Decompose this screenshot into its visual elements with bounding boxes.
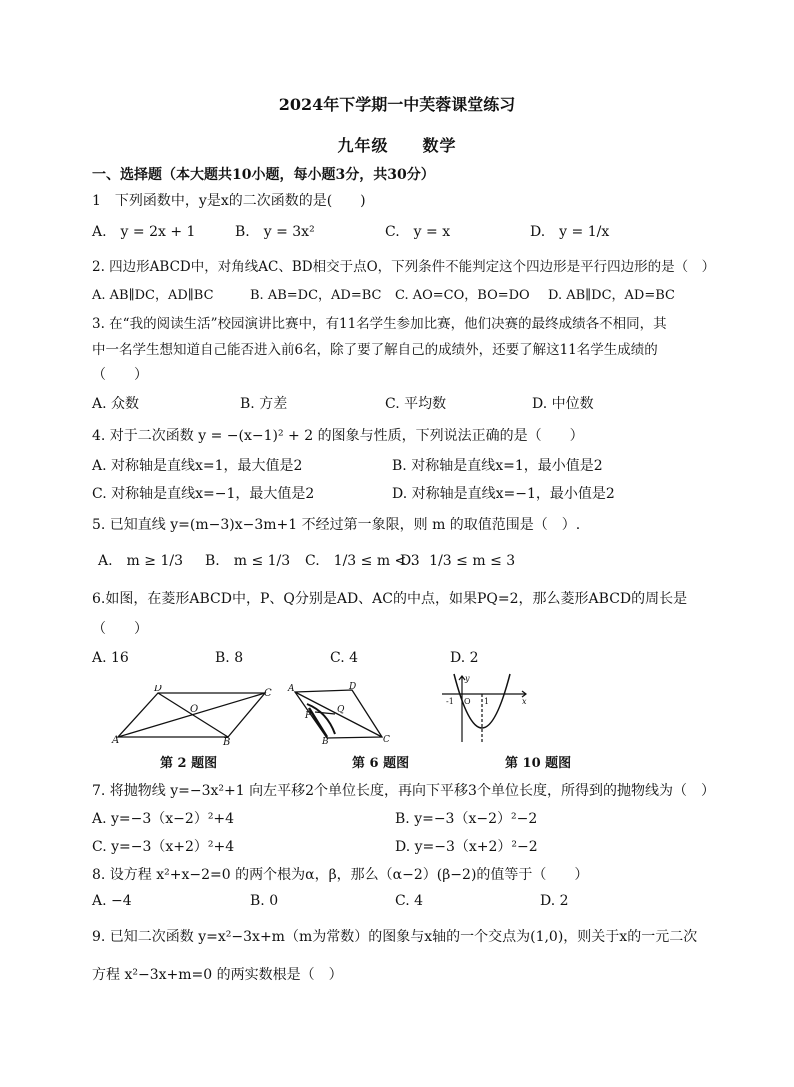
caption-figure-6: 第 6 题图 <box>352 756 410 771</box>
question-7-stem: 7. 将抛物线 y=−3x²+1 向左平移2个单位长度，再向下平移3个单位长度，所得到的抛物线为（ ） <box>92 783 715 799</box>
question-4-option-d: D. 对称轴是直线x=−1，最小值是2 <box>392 486 615 502</box>
question-1-option-a: A. y = 2x + 1 <box>92 224 196 240</box>
question-2-stem: 2. 四边形ABCD中，对角线AC、BD相交于点O，下列条件不能判定这个四边形是平行四边形的是（ ） <box>92 259 716 275</box>
tick-label-1: 1 <box>484 697 490 706</box>
question-2-option-a: A. AB∥DC，AD∥BC <box>92 288 214 303</box>
question-3-option-b: B. 方差 <box>240 396 288 412</box>
label-c: C <box>383 735 390 744</box>
section-heading: 一、选择题（本大题共10小题，每小题3分，共30分） <box>92 167 435 183</box>
question-6-option-b: B. 8 <box>215 650 244 666</box>
figure-q10-parabola <box>440 672 530 747</box>
question-7-option-c: C. y=−3（x+2）²+4 <box>92 839 235 855</box>
question-6-stem-line2: （ ） <box>92 621 148 637</box>
label-c: C <box>264 688 272 699</box>
question-6-option-c: C. 4 <box>330 650 359 666</box>
question-8-option-a: A. −4 <box>92 893 132 909</box>
question-6-option-a: A. 16 <box>92 650 129 666</box>
label-p: P <box>305 711 312 721</box>
question-7-option-a: A. y=−3（x−2）²+4 <box>92 811 235 827</box>
question-5-option-b: B. m ≤ 1/3 <box>205 553 291 569</box>
question-2-option-c: C. AO=CO，BO=DO <box>395 288 530 303</box>
question-8-option-b: B. 0 <box>250 893 279 909</box>
question-3-option-a: A. 众数 <box>92 396 140 412</box>
question-9-stem-line1: 9. 已知二次函数 y=x²−3x+m（m为常数）的图象与x轴的一个交点为(1,0)，则关于x的一元二次 <box>92 929 698 945</box>
question-2-option-b: B. AB=DC，AD=BC <box>250 288 382 303</box>
question-4-option-b: B. 对称轴是直线x=1，最小值是2 <box>392 458 603 474</box>
label-q: Q <box>337 705 345 715</box>
question-5-option-a: A. m ≥ 1/3 <box>98 553 183 569</box>
caption-figure-2: 第 2 题图 <box>160 756 218 771</box>
question-3-option-c: C. 平均数 <box>385 396 447 412</box>
axis-label-y: y <box>465 674 470 683</box>
question-6-stem-line1: 6.如图，在菱形ABCD中，P、Q分别是AD、AC的中点，如果PQ=2，那么菱形ABCD的周长是 <box>92 591 688 607</box>
axis-label-x: x <box>522 697 527 706</box>
question-5-option-c: C. 1/3 ≤ m < 3 <box>305 553 420 569</box>
question-8-stem: 8. 设方程 x²+x−2=0 的两个根为α，β，那么（α−2）(β−2)的值等于（ ） <box>92 867 589 883</box>
label-b: B <box>223 737 231 745</box>
origin-label: O <box>464 697 471 706</box>
tick-label-minus-1: -1 <box>446 697 454 706</box>
label-d: D <box>349 682 357 692</box>
question-4-option-c: C. 对称轴是直线x=−1，最大值是2 <box>92 486 315 502</box>
label-b: B <box>322 737 329 744</box>
question-7-option-b: B. y=−3（x−2）²−2 <box>395 811 538 827</box>
question-2-option-d: D. AB∥DC，AD=BC <box>548 288 675 303</box>
question-1-option-c: C. y = x <box>385 224 451 240</box>
question-8-option-d: D. 2 <box>540 893 569 909</box>
question-6-option-d: D. 2 <box>450 650 479 666</box>
question-5-stem: 5. 已知直线 y=(m−3)x−3m+1 不经过第一象限，则 m 的取值范围是（ ）. <box>92 517 581 533</box>
question-1-option-b: B. y = 3x² <box>235 224 315 240</box>
question-4-stem: 4. 对于二次函数 y = −(x−1)² + 2 的图象与性质，下列说法正确的是（ ） <box>92 428 584 444</box>
question-5-option-d: D. 1/3 ≤ m ≤ 3 <box>400 553 516 569</box>
page-title: 2024年下学期一中芙蓉课堂练习 <box>278 95 516 114</box>
label-a: A <box>288 684 295 694</box>
question-1-stem: 1 下列函数中，y是x的二次函数的是( ) <box>92 193 366 209</box>
question-3-stem-line2: 中一名学生想知道自己能否进入前6名，除了要了解自己的成绩外，还要了解这11名学生成绩的 <box>92 342 658 358</box>
question-3-stem-line1: 3. 在“我的阅读生活”校园演讲比赛中，有11名学生参加比赛，他们决赛的最终成绩各不相同，其 <box>92 316 667 332</box>
label-a: A <box>112 735 120 745</box>
question-7-option-d: D. y=−3（x+2）²−2 <box>395 839 538 855</box>
figure-q2-parallelogram <box>110 685 275 745</box>
question-4-option-a: A. 对称轴是直线x=1，最大值是2 <box>92 458 303 474</box>
caption-figure-10: 第 10 题图 <box>505 756 572 771</box>
label-d: D <box>154 685 163 694</box>
question-8-option-c: C. 4 <box>395 893 424 909</box>
question-9-stem-line2: 方程 x²−3x+m=0 的两实数根是（ ） <box>92 967 343 983</box>
page-subtitle: 九年级 数学 <box>337 136 457 155</box>
question-3-stem-line3: （ ） <box>92 367 148 383</box>
figure-q6-rhombus <box>287 682 392 744</box>
question-3-option-d: D. 中位数 <box>532 396 594 412</box>
question-1-option-d: D. y = 1/x <box>530 224 610 240</box>
label-o: O <box>190 704 199 715</box>
